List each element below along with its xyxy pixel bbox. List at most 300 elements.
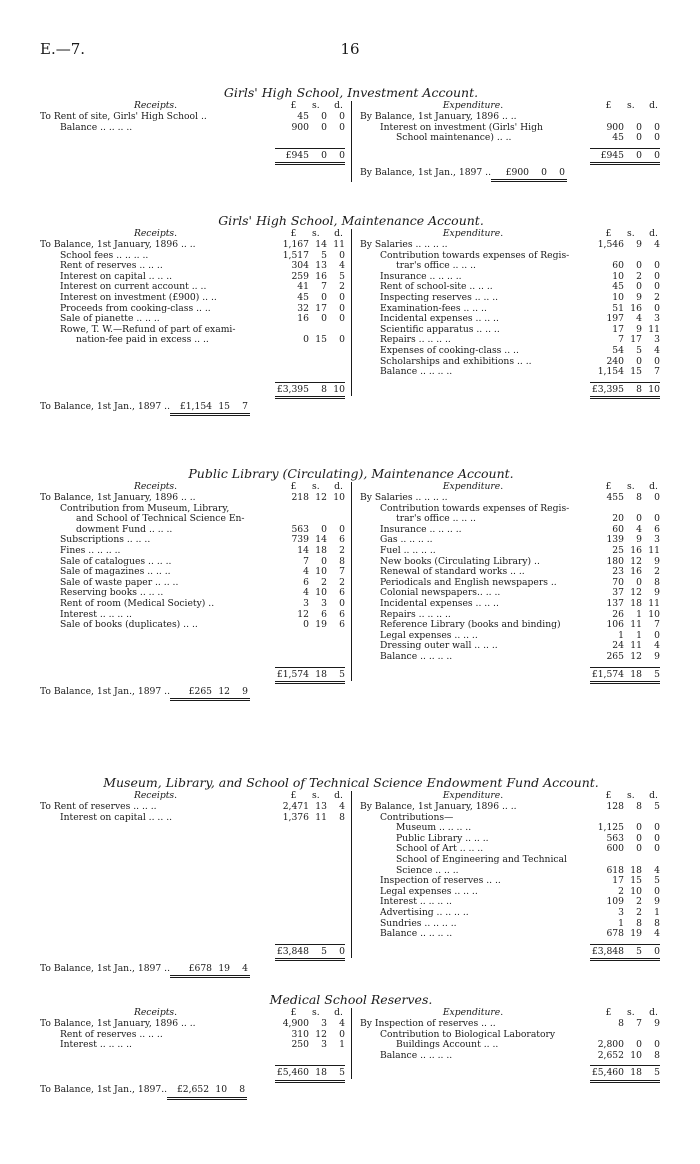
pence-value: 9 (654, 896, 660, 908)
account-section-public-library (40, 466, 662, 701)
pence-value: 8 (339, 811, 345, 823)
pounds-value: 900 (291, 121, 309, 133)
carried-balance-amount (491, 168, 567, 183)
pence-value: 0 (654, 281, 660, 293)
pounds-value: 25 (612, 544, 624, 556)
ledger-item-description: School maintenance) .. .. (396, 133, 512, 144)
shillings-value: 8 (636, 492, 642, 503)
ledger-row (40, 1019, 345, 1030)
shillings-value: 1 (636, 608, 642, 620)
pence-value: 9 (654, 587, 660, 599)
ledger-row (360, 367, 660, 378)
ledger-item-description: Contribution from Museum, Library, (60, 503, 230, 514)
pence-value: 6 (339, 619, 345, 631)
pounds-value: 8 (618, 1018, 624, 1029)
pence-unit-label: d. (649, 100, 658, 111)
pence-value: 7 (654, 366, 660, 378)
balance-pence: 7 (242, 400, 249, 412)
pounds-value: 60 (612, 260, 624, 272)
total-shillings: 8 (321, 383, 327, 395)
shillings-unit-label: s. (627, 228, 635, 239)
pence-value: 9 (654, 555, 660, 567)
pounds-value: 14 (297, 544, 309, 556)
ledger-row (360, 240, 660, 251)
balance-pence: 4 (242, 962, 249, 974)
receipts-heading: Receipts. (133, 228, 178, 239)
ledger-item-amount (590, 823, 660, 834)
ledger-item-description: School of Art .. .. .. (396, 844, 484, 855)
pounds-value: 139 (606, 534, 624, 546)
pence-value: 0 (654, 513, 660, 525)
currency-units-header (275, 229, 345, 240)
pence-value: 0 (339, 291, 345, 303)
shillings-unit-label: s. (312, 1007, 320, 1018)
ledger-row (40, 557, 345, 568)
shillings-value: 2 (321, 576, 327, 588)
total-pounds: £945 (600, 149, 624, 161)
ledger-item-description: Sale of catalogues .. .. .. (60, 556, 172, 567)
balance-pence: 8 (239, 1084, 246, 1096)
total-shillings: 8 (636, 383, 642, 395)
pence-value: 0 (654, 132, 660, 144)
expenditure-total-cell (352, 378, 660, 396)
ledger-item-description: trar's office .. .. .. (396, 514, 476, 525)
ledger-row (40, 802, 345, 813)
pence-value: 0 (339, 302, 345, 314)
ledger-item-description: Scientific apparatus .. .. .. (380, 324, 500, 335)
ledger-item-amount (590, 844, 660, 855)
pounds-value: 6 (303, 576, 309, 588)
account-section-endowment (40, 775, 662, 978)
pence-value: 7 (654, 619, 660, 631)
pounds-value: 106 (606, 619, 624, 631)
ledger-item-amount (590, 578, 660, 589)
ledger-item-amount (590, 876, 660, 887)
ledger-item-amount (590, 133, 660, 144)
shillings-value: 8 (636, 801, 642, 812)
pence-value: 10 (648, 608, 660, 620)
pounds-value: 17 (612, 875, 624, 887)
receipts-heading: Receipts. (133, 790, 178, 801)
pounds-unit-label: £ (290, 100, 297, 111)
pounds-value: 1,546 (597, 239, 624, 250)
page-number: 16 (340, 40, 360, 58)
pounds-value: 45 (297, 291, 309, 303)
balance-pounds: £265 (188, 685, 213, 697)
pence-value: 7 (339, 566, 345, 578)
total-amount (590, 382, 660, 400)
ledger-item-amount (275, 578, 345, 589)
total-shillings: 5 (636, 945, 642, 957)
ledger-item-description: Sale of waste paper .. .. .. (60, 577, 179, 588)
pence-value: 0 (339, 1028, 345, 1040)
pounds-value: 45 (612, 132, 624, 144)
expenditure-column (352, 1008, 660, 1061)
ledger-item-amount (590, 631, 660, 642)
total-amount (590, 944, 660, 962)
total-shillings: 18 (630, 668, 642, 680)
pounds-value: 23 (612, 566, 624, 578)
total-pence: 0 (654, 149, 660, 161)
ledger-item-description: and School of Technical Science En- (76, 514, 245, 525)
receipts-total (40, 667, 345, 681)
shillings-value: 3 (321, 1018, 327, 1029)
ledger-item-amount (275, 1019, 345, 1030)
pence-value: 4 (654, 344, 660, 356)
ledger-item-description: To Rent of reserves .. .. .. (40, 802, 157, 812)
pence-value: 0 (654, 629, 660, 641)
pounds-value: 2,800 (597, 1039, 624, 1051)
pence-value: 2 (339, 544, 345, 556)
pounds-value: 3 (618, 906, 624, 918)
pounds-value: 1,125 (597, 822, 624, 834)
pence-unit-label: d. (649, 790, 658, 801)
shillings-value: 12 (630, 555, 642, 567)
pence-value: 1 (654, 906, 660, 918)
ledger-item-description: Balance .. .. .. .. (380, 367, 453, 378)
ledger-item-description: Rent of school-site .. .. .. (380, 282, 493, 293)
pence-value: 3 (654, 313, 660, 325)
pence-value: 2 (339, 281, 345, 293)
total-amount (590, 1065, 660, 1083)
shillings-value: 2 (636, 270, 642, 282)
receipts-column (40, 482, 352, 663)
shillings-value: 0 (636, 132, 642, 144)
ledger-item-description: Incidental expenses .. .. .. (380, 598, 499, 609)
ledger-row (360, 599, 660, 610)
ledger-item-amount (590, 620, 660, 631)
ledger-item-description: Legal expenses .. .. .. (380, 630, 478, 641)
currency-units-header (275, 482, 345, 493)
ledger-item-description: Rent of reserves .. .. .. (60, 261, 163, 272)
pounds-value: 2,652 (597, 1049, 624, 1061)
pence-value: 0 (339, 111, 345, 122)
expenditure-heading: Expenditure. (442, 228, 504, 239)
shillings-unit-label: s. (312, 481, 320, 492)
ledger-item-description: trar's office .. .. .. (396, 261, 476, 272)
expenditure-total (360, 944, 660, 958)
pence-unit-label: d. (649, 228, 658, 239)
total-pence: 10 (333, 383, 345, 395)
shillings-value: 1 (636, 629, 642, 641)
receipts-column (40, 791, 352, 940)
ledger-item-description: Proceeds from cooking-class .. .. (60, 303, 211, 314)
expenditure-heading: Expenditure. (442, 481, 504, 492)
pounds-value: 1,167 (282, 239, 309, 250)
ledger-item-description: Rowe, T. W.—Refund of part of exami- (60, 324, 236, 335)
ledger-item-amount (275, 546, 345, 557)
ledger-row (360, 293, 660, 304)
account-section-ghs-maintenance (40, 213, 662, 416)
ledger-item-description: By Salaries .. .. .. .. (360, 240, 448, 250)
shillings-value: 14 (315, 239, 327, 250)
expenditure-total-cell (352, 144, 660, 182)
pence-value: 6 (339, 587, 345, 599)
currency-units-header (275, 101, 345, 112)
pounds-value: 70 (612, 576, 624, 588)
pence-value: 8 (654, 917, 660, 929)
shillings-value: 0 (636, 1039, 642, 1051)
shillings-value: 12 (315, 1028, 327, 1040)
receipts-column (40, 101, 352, 144)
expenditure-total-cell (352, 1061, 660, 1079)
total-pounds: £3,395 (591, 383, 624, 395)
shillings-value: 0 (636, 843, 642, 855)
shillings-value: 0 (636, 822, 642, 834)
ledger-item-amount (590, 897, 660, 908)
pence-value: 0 (339, 523, 345, 535)
ledger-item-amount (590, 546, 660, 557)
ledger-item-description: By Balance, 1st January, 1896 .. .. (360, 802, 517, 812)
shillings-unit-label: s. (312, 100, 320, 111)
ledger-row (360, 112, 660, 123)
pounds-unit-label: £ (605, 481, 612, 492)
pounds-value: 7 (303, 555, 309, 567)
ledger-row (40, 1040, 345, 1051)
pence-value: 0 (654, 885, 660, 897)
pounds-unit-label: £ (290, 228, 297, 239)
ledger-item-description: Contribution towards expenses of Regis- (380, 250, 570, 261)
pounds-value: 4 (303, 566, 309, 578)
ledger-row (40, 546, 345, 557)
ledger-row (360, 620, 660, 631)
shillings-value: 14 (315, 534, 327, 546)
shillings-value: 4 (636, 523, 642, 535)
document-reference: E.—7. (40, 40, 86, 58)
shillings-value: 10 (315, 587, 327, 599)
ledger-item-amount (590, 641, 660, 652)
pounds-value: 26 (612, 608, 624, 620)
balance-shillings: 10 (215, 1084, 228, 1096)
ledger-item-description: Sale of books (duplicates) .. .. (60, 620, 198, 631)
expenditure-total (360, 667, 660, 681)
ledger-item-description: School of Engineering and Technical (396, 854, 567, 865)
shillings-value: 18 (630, 864, 642, 876)
shillings-value: 16 (315, 270, 327, 282)
ledger-item-description: Expenses of cooking-class .. .. (380, 345, 519, 356)
pence-value: 8 (339, 555, 345, 567)
expenditure-heading: Expenditure. (442, 100, 504, 111)
ledger-row (40, 599, 345, 610)
pence-value: 0 (654, 832, 660, 844)
ledger-item-description: By Inspection of reserves .. .. (360, 1019, 496, 1029)
pence-value: 4 (654, 864, 660, 876)
shillings-value: 5 (636, 344, 642, 356)
ledger-row (40, 813, 345, 824)
balance-pence: 0 (559, 166, 566, 178)
ledger-item-amount (590, 293, 660, 304)
shillings-value: 12 (315, 492, 327, 503)
pence-value: 0 (654, 822, 660, 834)
ledger-row (360, 844, 660, 855)
pence-value: 0 (339, 313, 345, 325)
pounds-value: 60 (612, 523, 624, 535)
totals-row (40, 1061, 662, 1079)
pounds-value: 197 (606, 313, 624, 325)
currency-units-header (590, 101, 660, 112)
totals-row (40, 663, 662, 681)
pounds-value: 218 (291, 492, 309, 503)
pence-unit-label: d. (334, 481, 343, 492)
ledger-item-description: Periodicals and English newspapers .. (380, 577, 557, 588)
pence-value: 11 (333, 239, 345, 250)
shillings-value: 2 (636, 896, 642, 908)
ledger-item-description: Subscriptions .. .. .. (60, 535, 151, 546)
shillings-value: 0 (321, 291, 327, 303)
ledger-row (40, 123, 345, 134)
ledger-item-description: Rent of reserves .. .. .. (60, 1029, 163, 1040)
pounds-value: 240 (606, 355, 624, 367)
shillings-value: 15 (630, 875, 642, 887)
pounds-value: 17 (612, 323, 624, 335)
pounds-value: 0 (303, 334, 309, 346)
ledger-item-description: By Salaries .. .. .. .. (360, 493, 448, 503)
expenditure-total (360, 382, 660, 396)
ledger-row (40, 578, 345, 589)
ledger-item-description: Balance .. .. .. .. (60, 122, 133, 133)
account-title: Public Library (Circulating), Maintenance Account. (188, 466, 514, 481)
pence-value: 0 (339, 249, 345, 261)
ledger-item-description: Interest on capital .. .. .. (60, 812, 173, 823)
total-shillings: 18 (315, 668, 327, 680)
pence-value: 6 (654, 523, 660, 535)
ledger-item-description: To Rent of site, Girls' High School .. (40, 112, 207, 122)
ledger-item-amount (590, 367, 660, 378)
ledger-item-description: By Balance, 1st January, 1896 .. .. (360, 112, 517, 122)
ledger-item-description: Contribution towards expenses of Regis- (380, 503, 570, 514)
ledger-item-description: Interest on investment (Girls' High (380, 122, 543, 133)
balance-pounds: £678 (188, 962, 213, 974)
pounds-value: 45 (297, 111, 309, 122)
expenditure-column-header (360, 101, 660, 112)
shillings-value: 0 (636, 355, 642, 367)
pounds-value: 180 (606, 555, 624, 567)
ledger-row (360, 346, 660, 357)
shillings-value: 0 (321, 121, 327, 133)
account-columns (40, 1008, 662, 1061)
total-pence: 5 (654, 668, 660, 680)
carried-balance-label: To Balance, 1st Jan., 1897 .. (40, 400, 171, 412)
ledger-row (40, 504, 345, 515)
total-pounds: £945 (285, 149, 309, 161)
ledger-item-amount (275, 304, 345, 315)
ledger-item-amount (590, 919, 660, 930)
receipts-total-cell (40, 144, 352, 182)
ledger-item-description: Legal expenses .. .. .. (380, 886, 478, 897)
shillings-value: 0 (321, 313, 327, 325)
ledger-row (40, 610, 345, 621)
shillings-value: 12 (630, 587, 642, 599)
shillings-unit-label: s. (312, 228, 320, 239)
pence-value: 3 (654, 334, 660, 346)
shillings-unit-label: s. (627, 100, 635, 111)
pounds-unit-label: £ (605, 790, 612, 801)
total-pounds: £1,574 (276, 668, 309, 680)
currency-units-header (275, 791, 345, 802)
shillings-value: 0 (636, 260, 642, 272)
balance-shillings: 19 (218, 962, 231, 974)
ledger-item-amount (590, 514, 660, 525)
pence-value: 4 (654, 239, 660, 250)
ledger-row (40, 240, 345, 251)
balance-pounds: £900 (505, 166, 530, 178)
ledger-item-amount (275, 251, 345, 262)
pounds-value: 250 (291, 1039, 309, 1051)
shillings-value: 18 (315, 544, 327, 556)
pence-value: 0 (654, 121, 660, 133)
shillings-value: 11 (630, 619, 642, 631)
total-pounds: £3,395 (276, 383, 309, 395)
ledger-item-description: Examination-fees .. .. .. (380, 303, 487, 314)
pounds-value: 54 (612, 344, 624, 356)
ledger-row (40, 493, 345, 504)
pounds-value: 563 (291, 523, 309, 535)
account-title: Museum, Library, and School of Technical Science Endowment Fund Account. (103, 775, 599, 790)
ledger-item-description: Sale of pianette .. .. .. (60, 314, 160, 325)
shillings-value: 8 (636, 917, 642, 929)
shillings-value: 0 (321, 555, 327, 567)
ledger-item-amount (590, 1019, 660, 1030)
shillings-value: 0 (636, 513, 642, 525)
ledger-item-description: Balance .. .. .. .. (380, 1050, 453, 1061)
pence-value: 11 (648, 544, 660, 556)
total-shillings: 18 (630, 1067, 642, 1079)
shillings-value: 9 (636, 239, 642, 250)
shillings-value: 0 (321, 523, 327, 535)
ledger-item-description: To Balance, 1st January, 1896 .. .. (40, 1019, 196, 1029)
pence-value: 0 (654, 302, 660, 314)
shillings-value: 6 (321, 608, 327, 620)
shillings-value: 10 (630, 885, 642, 897)
pounds-value: 600 (606, 843, 624, 855)
ledger-item-amount (275, 493, 345, 504)
pounds-value: 45 (612, 281, 624, 293)
pounds-value: 4 (303, 587, 309, 599)
expenditure-total-cell (352, 940, 660, 958)
ledger-item-description: Insurance .. .. .. .. (380, 524, 462, 535)
ledger-item-amount (590, 908, 660, 919)
ledger-row (40, 567, 345, 578)
shillings-value: 3 (321, 1039, 327, 1051)
pounds-value: 137 (606, 597, 624, 609)
total-amount (275, 944, 345, 962)
shillings-value: 16 (630, 302, 642, 314)
ledger-row (40, 588, 345, 599)
receipts-column (40, 229, 352, 378)
pounds-value: 109 (606, 896, 624, 908)
pence-value: 4 (339, 1018, 345, 1029)
ledger-item-amount (275, 610, 345, 621)
total-pence: 0 (339, 149, 345, 161)
shillings-value: 17 (630, 334, 642, 346)
pence-value: 6 (339, 608, 345, 620)
ledger-item-amount (590, 887, 660, 898)
carried-balance (40, 1085, 662, 1099)
shillings-unit-label: s. (627, 790, 635, 801)
account-columns (40, 101, 662, 144)
currency-units-header (275, 1008, 345, 1019)
ledger-row (40, 335, 345, 346)
receipts-total (40, 944, 345, 958)
pence-value: 9 (654, 1018, 660, 1029)
ledger-row (360, 546, 660, 557)
pounds-value: 1 (618, 917, 624, 929)
ledger-row (360, 652, 660, 663)
receipts-column (40, 1008, 352, 1061)
pounds-value: 4,900 (282, 1018, 309, 1029)
ledger-item-amount (590, 652, 660, 663)
ledger-item-description: Interest on current account .. .. (60, 282, 207, 293)
